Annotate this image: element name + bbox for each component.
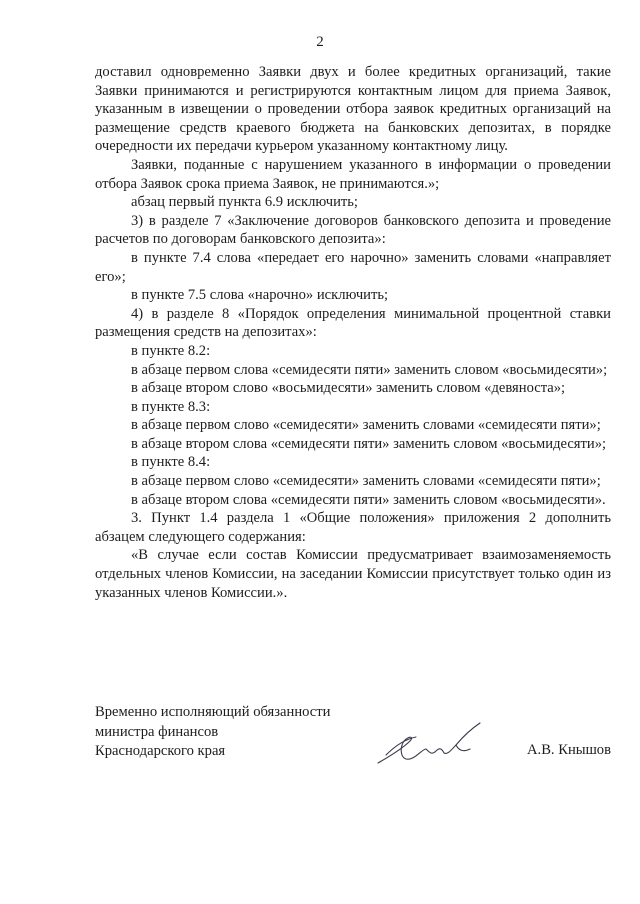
page-number: 2 <box>316 34 324 50</box>
paragraph: в пункте 8.3: <box>131 398 211 415</box>
signatory-position-line: министра финансов <box>95 723 219 740</box>
paragraph: доставил одновременно Заявки двух и более кредитных организаций, такие Заявки принимаются и регистрируются контактным лицом для приема Заявок, указанным в извещении о проведении отбора заявок кредитных организаций на размещение средств краевого бюджета на банковских депозитах, в порядке очередности их передачи курьером указанному контактному лицу. <box>95 64 611 155</box>
paragraph: 3. Пункт 1.4 раздела 1 «Общие положения» приложения 2 дополнить абзацем следующего содержания: <box>95 510 611 545</box>
paragraph: в абзаце втором слова «семидесяти пяти» заменить словом «восьмидесяти»; <box>131 435 607 452</box>
paragraph: в пункте 8.4: <box>131 454 211 471</box>
paragraph: в пункте 7.5 слова «нарочно» исключить; <box>131 287 389 304</box>
signature-block <box>95 703 615 783</box>
document-body <box>95 63 611 602</box>
paragraph: в абзаце втором слова «семидесяти пяти» заменить словом «восьмидесяти». <box>131 491 606 508</box>
paragraph: в пункте 8.2: <box>131 342 211 359</box>
paragraph: 4) в разделе 8 «Порядок определения минимальной процентной ставки размещения средств на депозитах»: <box>95 305 611 341</box>
paragraph: абзац первый пункта 6.9 исключить; <box>131 194 358 211</box>
paragraph: в пункте 7.4 слова «передает его нарочно» заменить словами «направляет его»; <box>95 249 611 285</box>
paragraph: 3) в разделе 7 «Заключение договоров банковского депозита и проведение расчетов по договорам банковского депозита»: <box>95 212 611 248</box>
paragraph: в абзаце первом слова «семидесяти пяти» заменить словом «восьмидесяти»; <box>131 361 608 378</box>
paragraph: Заявки, поданные с нарушением указанного в информации о проведении отбора Заявок срока приема Заявок, не принимаются.»; <box>95 156 611 192</box>
handwritten-signature <box>370 719 500 771</box>
paragraph: в абзаце первом слово «семидесяти» заменить словами «семидесяти пяти»; <box>131 473 601 490</box>
paragraph: «В случае если состав Комиссии предусматривает взаимозаменяемость отдельных членов Комиссии, на заседании Комиссии присутствует только один из указанных членов Комиссии.». <box>95 547 611 601</box>
paragraph: в абзаце втором слово «восьмидесяти» заменить словом «девяноста»; <box>131 380 566 397</box>
signatory-name: А.В. Кнышов <box>527 742 611 758</box>
signatory-position-line: Временно исполняющий обязанности <box>95 704 331 720</box>
signatory-position-line: Краснодарского края <box>95 743 226 759</box>
paragraph: в абзаце первом слово «семидесяти» заменить словами «семидесяти пяти»; <box>131 417 601 434</box>
